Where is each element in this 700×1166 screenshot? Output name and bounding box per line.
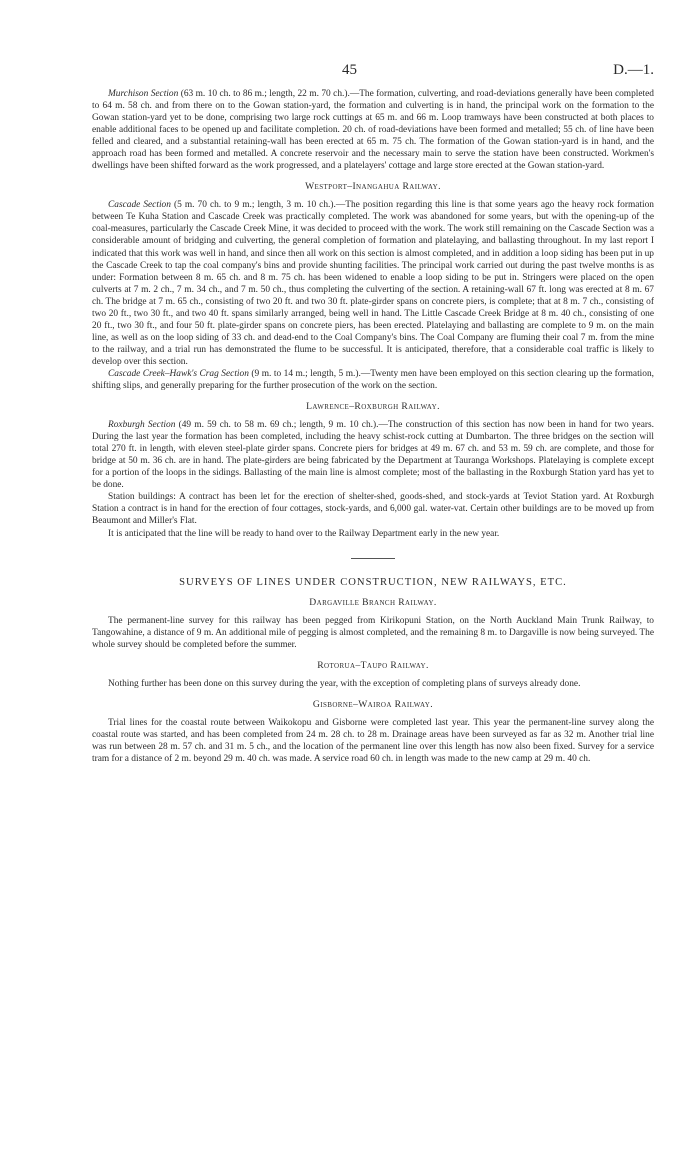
cascade-lead: Cascade Section (108, 200, 171, 211)
rotorua-heading: Rotorua–Taupo Railway. (317, 659, 429, 671)
roxburgh-paragraph (92, 419, 654, 491)
surveys-heading: SURVEYS OF LINES UNDER CONSTRUCTION, NEW RAILWAYS, ETC. (179, 576, 567, 588)
hawks-crag-paragraph (92, 368, 654, 392)
gisborne-heading: Gisborne–Wairoa Railway. (312, 698, 434, 710)
murchison-text: (63 m. 10 ch. to 86 m.; length, 22 m. 70 ch.).—The formation, culverting, and road-deviations generally have been completed to 64 m. 58 ch. and from there on to the Gowan station-yard, the formation and culverting is in hand, the principal work on the formation to the Gowan station-yard yet to be done, comprising two large rock cuttings at 65 m. and 66 m. Loop tramways have been constructed at both places to enable additional faces to be opened up and facilitate completion. 20 ch. of road-deviations have been formed and metalled; 55 ch. of line have been felled and cleared, and a substantial retaining-wall has been erected at 65 m. 75 ch. The formation of the Gowan station-yard is in hand, and the approach road has been formed and metalled. A concrete reservoir and the necessary main to serve the station have been constructed. Workmen's dwellings have been shifted forward as the work progressed, and a platelayers' cottage and large store erected at the Gowan station-yard. (92, 89, 654, 172)
cascade-text: (5 m. 70 ch. to 9 m.; length, 3 m. 10 ch.).—The position regarding this line is that some years ago the heavy rock formation between Te Kuha Station and Cascade Creek was practically completed. The work was abandoned for some years, but with the opening-up of the coal-measures, particularly the Cascade Creek Mine, it was decided to proceed with the work. The work still remaining on the Cascade Section was a considerable amount of bridging and culverting, the general completion of formation and platelaying, and ballasting throughout. In my last report I indicated that this work was well in hand, and since then all work on this section is almost completed, and in addition a loop siding has been put in up the Cascade Creek to tap the coal company's bins and provide shunting facilities. The principal work carried out during the past twelve months is as under: Formation between 8 m. 65 ch. and 8 m. 75 ch. has been widened to enable a loop siding to be put in. Stringers were placed on the open culverts at 7 m. 2 ch., 7 m. 34 ch., and 7 m. 50 ch., thus completing the culverting of the section. A retaining-wall 67 ft. long was erected at 8 m. 67 ch. The bridge at 7 m. 65 ch., consisting of two 20 ft. and two 30 ft. plate-girder spans on concrete piers, is complete; that at 8 m. 7 ch., consisting of two 20 ft., two 30 ft., and two 40 ft. spans similarly arranged, being well in hand. The Little Cascade Creek Bridge at 8 m. 40 ch., consisting of one 20 ft., two 30 ft., and four 50 ft. plate-girder spans on concrete piers, has been erected. Platelaying and ballasting are complete to 9 m. on the main line, as well as on the loop siding of 33 ch. and dead-end to the Coal Company's bins. The Coal Company are fluming their coal 7 m. from the mine to the railway, and a trial run has demonstrated the flume to be successful. It is anticipated, therefore, that a considerable coal traffic is likely to develop over this section. (92, 200, 654, 367)
rotorua-paragraph: Nothing further has been done on this survey during the year, with the exception of completing plans of surveys already done. (108, 678, 581, 689)
page-number: 45 (342, 62, 357, 78)
murchison-paragraph (92, 88, 654, 172)
westport-heading: Westport–Inangahua Railway. (305, 181, 441, 193)
document-reference: D.—1. (613, 62, 654, 78)
roxburgh-text: (49 m. 59 ch. to 58 m. 69 ch.; length, 9 m. 10 ch.).—The construction of this section has now been in hand for two years. During the last year the formation has been completed, including the heavy schist-rock cutting at Dumbarton. The three bridges on the section will total 270 ft. in length, with eleven steel-plate girder spans. Concrete piers for bridges at 49 m. 67 ch. and 53 m. 59 ch. are complete, and those for bridge at 50 m. 36 ch. are in hand. The plate-girders are being fabricated by the Department at Tauranga Workshops. Platelaying is complete except for a portion of the loops in the sidings. Ballasting of the main line is almost complete; most of the ballasting in the Roxburgh Station yard has yet to be done. (92, 420, 654, 491)
document-page (92, 62, 654, 765)
roxburgh-lead: Roxburgh Section (108, 420, 176, 431)
anticipated-paragraph: It is anticipated that the line will be ready to hand over to the Railway Department early in the new year. (108, 528, 500, 539)
station-buildings-paragraph: Station buildings: A contract has been let for the erection of shelter-shed, goods-shed, and stock-yards at Teviot Station yard. At Roxburgh Station a contract is in hand for the erection of four cottages, stock-yards, and 6,000 gal. water-vat. Certain other buildings are to be moved up from Beaumont and Miller's Flat. (92, 492, 654, 527)
dargaville-paragraph: The permanent-line survey for this railway has been pegged from Kirikopuni Station, on the North Auckland Main Trunk Railway, to Tangowahine, a distance of 9 m. An additional mile of pegging is almost completed, and the remaining 8 m. to Dargaville is now being surveyed. The whole survey should be completed before the summer. (92, 615, 654, 650)
gisborne-paragraph: Trial lines for the coastal route between Waikokopu and Gisborne were completed last year. This year the permanent-line survey along the coastal route was started, and has been completed from 24 m. 28 ch. to 28 m. Drainage areas have been surveyed as far as 32 m. Another trial line was run between 28 m. 57 ch. and 31 m. 5 ch., and the location of the permanent line over this length has now also been fixed. Survey for a service tram for a distance of 2 m. beyond 29 m. 40 ch. was made. A service road 60 ch. in length was made to the new camp at 29 m. 40 ch. (92, 717, 654, 764)
page-header (92, 62, 654, 88)
hawks-crag-lead: Cascade Creek–Hawk's Crag Section (108, 368, 249, 379)
dargaville-heading: Dargaville Branch Railway. (309, 596, 437, 608)
lawrence-heading: Lawrence–Roxburgh Railway. (306, 401, 440, 413)
murchison-lead: Murchison Section (108, 89, 179, 99)
cascade-paragraph (92, 199, 654, 368)
section-divider (351, 558, 395, 559)
hawks-crag-text: (9 m. to 14 m.; length, 5 m.).—Twenty men have been employed on this section clearing up the formation, shifting slips, and generally preparing for the further prosecution of the work on the section. (92, 368, 654, 392)
